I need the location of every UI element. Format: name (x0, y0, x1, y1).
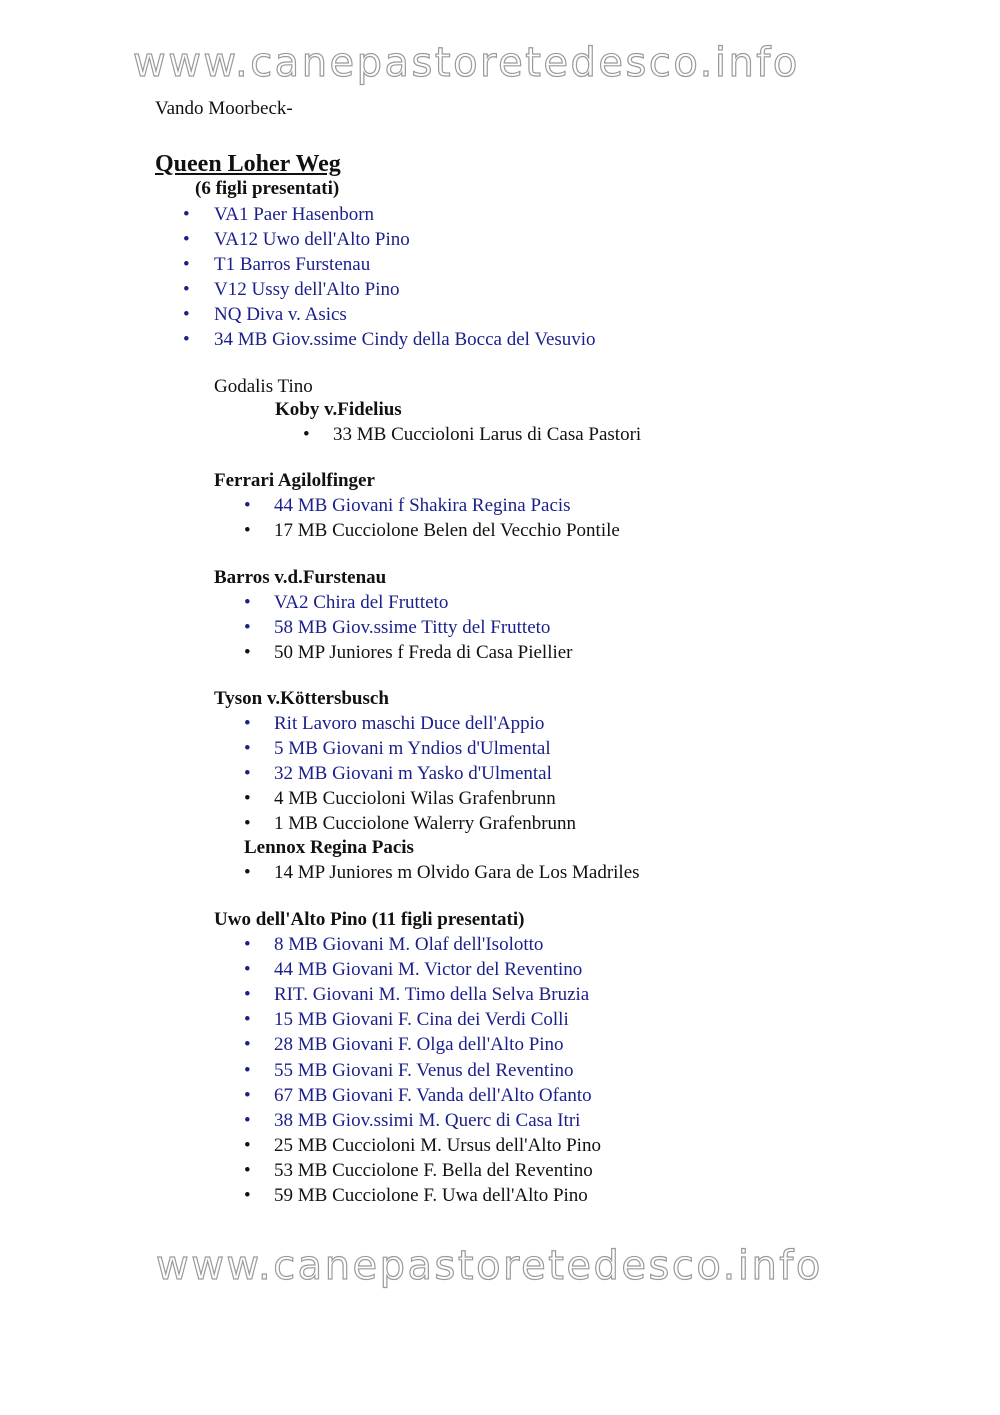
bullet-icon: • (244, 1134, 251, 1156)
bullet-icon: • (183, 229, 190, 250)
uwo-name: Uwo dell'Alto Pino (11 figli presentati) (214, 909, 525, 930)
list-item-text: 67 MB Giovani F. Vanda dell'Alto Ofanto (274, 1084, 592, 1106)
bullet-icon: • (183, 304, 190, 325)
list-item-text: 14 MP Juniores m Olvido Gara de Los Madriles (274, 862, 640, 883)
bullet-icon: • (244, 959, 251, 981)
bullet-icon: • (244, 763, 251, 784)
list-item-text: NQ Diva v. Asics (214, 304, 347, 325)
watermark-bottom: www.canepastoretedesco.info (156, 1243, 823, 1289)
list-item (303, 423, 310, 447)
list-item-text: 58 MB Giov.ssime Titty del Frutteto (274, 617, 551, 638)
bullet-icon: • (244, 1059, 251, 1081)
list-item-text: 33 MB Cuccioloni Larus di Casa Pastori (333, 424, 642, 445)
bullet-icon: • (183, 254, 190, 275)
list-item-text: 50 MP Juniores f Freda di Casa Piellier (274, 642, 573, 663)
bullet-icon: • (244, 1185, 251, 1206)
list-item (183, 278, 190, 302)
list-item-text: 15 MB Giovani F. Cina dei Verdi Colli (274, 1009, 569, 1031)
godalis-subname: Koby v.Fidelius (275, 399, 402, 420)
bullet-icon: • (244, 713, 251, 734)
list-item-text: 34 MB Giov.ssime Cindy della Bocca del Vesuvio (214, 329, 596, 350)
bullet-icon: • (244, 1009, 251, 1031)
list-item (183, 303, 190, 327)
bullet-icon: • (244, 984, 251, 1006)
list-item-text: 55 MB Giovani F. Venus del Reventino (274, 1059, 574, 1081)
bullet-icon: • (244, 592, 251, 613)
list-item-text: 5 MB Giovani m Yndios d'Ulmental (274, 738, 551, 759)
list-item-text: T1 Barros Furstenau (214, 254, 371, 275)
list-item-text: 38 MB Giov.ssimi M. Querc di Casa Itri (274, 1109, 581, 1131)
bullet-icon: • (244, 617, 251, 638)
list-item-text: RIT. Giovani M. Timo della Selva Bruzia (274, 984, 590, 1006)
list-item-text: 25 MB Cuccioloni M. Ursus dell'Alto Pino (274, 1134, 601, 1156)
list-item (183, 203, 190, 227)
tyson-name: Tyson v.Köttersbusch (214, 688, 389, 709)
bullet-icon: • (183, 329, 190, 350)
list-item-text: 4 MB Cuccioloni Wilas Grafenbrunn (274, 788, 556, 809)
watermark-top: www.canepastoretedesco.info (133, 40, 800, 86)
list-item-text: 44 MB Giovani M. Victor del Reventino (274, 959, 583, 981)
queen-title: Queen Loher Weg (155, 151, 341, 177)
list-item-text: 1 MB Cucciolone Walerry Grafenbrunn (274, 813, 577, 834)
bullet-icon: • (244, 520, 251, 541)
bullet-icon: • (244, 738, 251, 759)
list-item-text: Rit Lavoro maschi Duce dell'Appio (274, 713, 545, 734)
queen-subtitle: (6 figli presentati) (195, 178, 340, 199)
bullet-icon: • (244, 862, 251, 883)
list-item (183, 228, 190, 252)
list-item-text: 32 MB Giovani m Yasko d'Ulmental (274, 763, 552, 784)
list-item (183, 253, 190, 277)
bullet-icon: • (244, 1084, 251, 1106)
list-item-text: 53 MB Cucciolone F. Bella del Reventino (274, 1159, 593, 1181)
barros-name: Barros v.d.Furstenau (214, 567, 387, 588)
godalis-name: Godalis Tino (214, 376, 313, 397)
list-item (183, 328, 190, 352)
bullet-icon: • (183, 279, 190, 300)
list-item-text: VA1 Paer Hasenborn (214, 204, 375, 225)
list-item-text: V12 Ussy dell'Alto Pino (214, 279, 400, 300)
lennox-name: Lennox Regina Pacis (244, 837, 414, 858)
ferrari-name: Ferrari Agilolfinger (214, 470, 375, 491)
list-item-text: 59 MB Cucciolone F. Uwa dell'Alto Pino (274, 1185, 588, 1206)
list-item-text: 44 MB Giovani f Shakira Regina Pacis (274, 495, 571, 516)
list-item-text: VA2 Chira del Frutteto (274, 592, 449, 613)
bullet-icon: • (244, 1109, 251, 1131)
list-item-text: 8 MB Giovani M. Olaf dell'Isolotto (274, 934, 544, 955)
list-item-text: VA12 Uwo dell'Alto Pino (214, 229, 410, 250)
bullet-icon: • (244, 1159, 251, 1181)
bullet-icon: • (303, 424, 310, 445)
bullet-icon: • (244, 495, 251, 516)
list-item-text: 17 MB Cucciolone Belen del Vecchio Pontile (274, 520, 620, 541)
header-line: Vando Moorbeck- (155, 98, 293, 119)
bullet-icon: • (244, 788, 251, 809)
list-item-text: 28 MB Giovani F. Olga dell'Alto Pino (274, 1034, 564, 1056)
bullet-icon: • (244, 934, 251, 955)
bullet-icon: • (244, 642, 251, 663)
bullet-icon: • (183, 204, 190, 225)
bullet-icon: • (244, 1034, 251, 1056)
bullet-icon: • (244, 813, 251, 834)
